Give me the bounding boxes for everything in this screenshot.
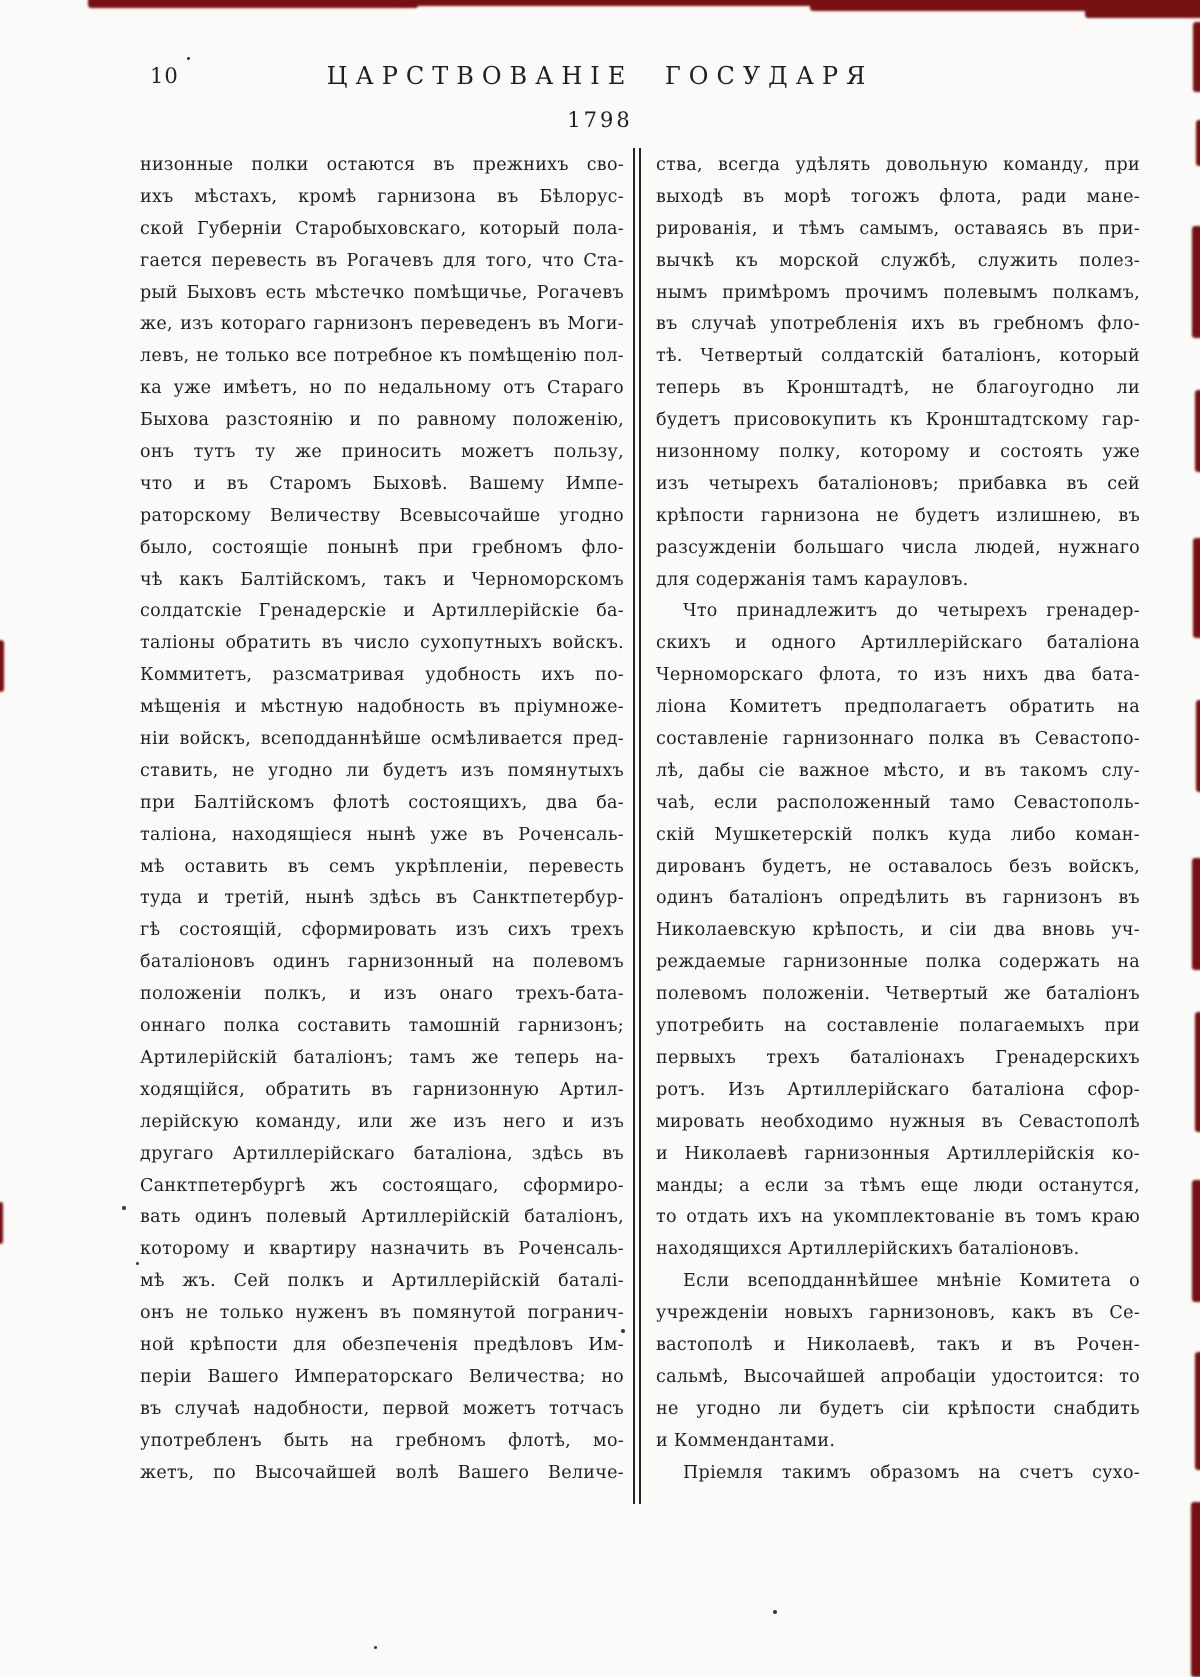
- text-line: раторскому Величеству Всевысочайше угодно: [140, 505, 624, 526]
- text-line: изъ четырехъ баталіоновъ; прибавка въ сей: [656, 473, 1140, 494]
- text-line: низонные полки остаются въ прежнихъ сво-: [140, 155, 624, 175]
- text-line: Николаевскую крѣпость, и сіи два вновь уч-: [656, 920, 1140, 941]
- text-line: ставить, не угодно ли будетъ изъ помянутыхъ: [140, 760, 624, 781]
- text-line: нымъ примѣромъ прочимъ полевымъ полкамъ,: [656, 282, 1140, 303]
- text-line: что и въ Старомъ Быховѣ. Вашему Импе-: [140, 473, 624, 494]
- text-line: скихъ и одного Артиллерійскаго баталіона: [656, 633, 1140, 654]
- text-line: манды; а если за тѣмъ еще люди останутся,: [656, 1175, 1140, 1196]
- scan-speck: [187, 57, 190, 60]
- scan-stain-right: [1191, 1502, 1200, 1677]
- text-line: будетъ присовокупить къ Кронштадтскому гар-: [656, 410, 1140, 431]
- text-line: полевомъ положеніи. Четвертый же баталіонъ: [656, 984, 1140, 1005]
- text-line: крѣпости гарнизона не будетъ излишнею, въ: [656, 505, 1140, 526]
- text-line: мѣ оставить въ семъ укрѣпленіи, перевесть: [140, 856, 624, 877]
- text-line: которому и квартиру назначить въ Роченсаль-: [140, 1239, 624, 1260]
- text-line: гѣ состоящій, сформировать изъ сихъ трехъ: [140, 920, 624, 941]
- text-line: туда и третій, нынѣ здѣсь въ Санктпетербур-: [140, 888, 624, 909]
- text-line: ка уже имѣетъ, но по недальному отъ Стараго: [140, 378, 624, 399]
- text-column-right: [656, 150, 1140, 1489]
- text-line: ихъ мѣстахъ, кромѣ гарнизона въ Бѣлорус-: [140, 186, 624, 207]
- page-number: 10: [150, 64, 179, 88]
- text-line: таліоны обратить въ число сухопутныхъ войскъ.: [140, 633, 624, 654]
- text-line: ротъ. Изъ Артиллерійскаго баталіона сфор-: [656, 1079, 1140, 1100]
- text-line: сальмѣ, Высочайшей апробаціи удостоится: то: [656, 1366, 1140, 1387]
- paragraph: [140, 150, 624, 1489]
- text-line: лерійскую команду, или же изъ него и изъ: [140, 1111, 624, 1132]
- paragraph: [656, 596, 1140, 1266]
- text-line: ніи войскъ, всеподданнѣйше осмѣливается пред-: [140, 729, 624, 750]
- text-line: Черноморскаго флота, то изъ нихъ два бата-: [656, 665, 1140, 686]
- text-line: мировать необходимо нужныя въ Севастополѣ: [656, 1111, 1140, 1132]
- scan-stain-right: [1195, 1012, 1200, 1132]
- year-heading: 1798: [567, 108, 633, 132]
- text-line: учрежденіи новыхъ гарнизоновъ, какъ въ Се-: [656, 1303, 1140, 1324]
- scan-stain-top: [400, 0, 830, 6]
- text-line: было, состоящіе понынѣ при гребномъ фло-: [140, 537, 624, 558]
- text-line: теперь въ Кронштадтѣ, не благоугодно ли: [656, 378, 1140, 399]
- text-line: дированъ будетъ, не оставалось безъ войскъ,: [656, 856, 1140, 877]
- text-line: солдатскіе Гренадерскіе и Артиллерійскіе ба-: [140, 601, 624, 622]
- text-line: баталіоновъ одинъ гарнизонный на полевомъ: [140, 952, 624, 973]
- paragraph: [656, 1458, 1140, 1490]
- text-line: вычкѣ къ морской службѣ, служить полез-: [656, 250, 1140, 271]
- text-line: жетъ, по Высочайшей волѣ Вашего Величе-: [140, 1462, 624, 1483]
- text-line: чаѣ, если расположенный тамо Севастополь-: [656, 792, 1140, 813]
- text-line: тѣ. Четвертый солдатскій баталіонъ, который: [656, 346, 1140, 367]
- scan-stain-left: [0, 640, 4, 692]
- text-line: Коммитетъ, разсматривая удобность ихъ по-: [140, 665, 624, 686]
- text-line: ства, всегда удѣлять довольную команду, при: [656, 155, 1140, 175]
- text-line: разсужденіи большаго числа людей, нужнаго: [656, 537, 1140, 558]
- text-line: чѣ какъ Балтійскомъ, такъ и Черноморскомъ: [140, 569, 624, 590]
- text-line: не угодно ли будетъ сіи крѣпости снабдить: [656, 1398, 1140, 1419]
- scan-stain-right: [1195, 390, 1200, 472]
- text-line: скій Мушкетерскій полкъ куда либо коман-: [656, 824, 1140, 845]
- text-line: одинъ баталіонъ опредѣлить въ гарнизонъ въ: [656, 888, 1140, 909]
- text-line: левъ, не только все потребное къ помѣщенію пол-: [140, 346, 624, 367]
- scan-stain-right: [1196, 120, 1200, 166]
- text-line: Что принадлежитъ до четырехъ гренадер-: [683, 601, 1140, 622]
- scan-stain-right: [1192, 226, 1200, 338]
- scan-stain-right: [1195, 1352, 1200, 1470]
- text-line: Артилерійскій баталіонъ; тамъ же теперь на-: [140, 1047, 624, 1068]
- text-line: выходѣ въ морѣ тогожъ флота, ради мане-: [656, 186, 1140, 207]
- scan-speck: [773, 1610, 777, 1614]
- text-line: и Коммендантами.: [656, 1430, 836, 1451]
- text-line: Санктпетербургѣ жъ состоящаго, сформиро-: [140, 1175, 624, 1196]
- paragraph: [656, 1266, 1140, 1457]
- scan-speck: [374, 1646, 377, 1649]
- text-line: онъ не только нуженъ въ помянутой погранич-: [140, 1303, 624, 1324]
- text-line: періи Вашего Императорскаго Величества; но: [140, 1366, 624, 1387]
- scan-stain-right: [1196, 700, 1200, 792]
- text-line: ходящійся, обратить въ гарнизонную Артил-: [140, 1079, 624, 1100]
- text-line: реждаемые гарнизонные полка содержать на: [656, 952, 1140, 973]
- text-line: мѣ жъ. Сей полкъ и Артиллерійскій баталі-: [140, 1271, 624, 1292]
- running-header: ЦАРСТВОВАНІЕ ГОСУДАРЯ: [326, 62, 874, 90]
- text-line: положеніи полкъ, и изъ онаго трехъ-бата-: [140, 984, 624, 1005]
- text-line: ной крѣпости для обезпеченія предѣловъ Им-: [140, 1334, 624, 1355]
- text-line: находящихся Артиллерійскихъ баталіоновъ.: [656, 1239, 1080, 1260]
- text-line: Пріемля такимъ образомъ на счетъ сухо-: [683, 1462, 1140, 1483]
- text-line: рый Быховъ есть мѣстечко помѣщичье, Рогачевъ: [140, 282, 624, 303]
- text-line: вать одинъ полевый Артиллерійскій баталіонъ,: [140, 1207, 624, 1228]
- text-line: употребить на составленіе полагаемыхъ при: [656, 1016, 1140, 1037]
- paragraph: [656, 150, 1140, 596]
- column-divider-rule: [633, 148, 641, 1504]
- scan-stain-right: [1192, 858, 1200, 970]
- text-line: ліона Комитетъ предполагаетъ обратить на: [656, 697, 1140, 718]
- text-line: лѣ, дабы сіе важное мѣсто, и въ такомъ слу-: [656, 760, 1140, 781]
- text-line: для содержанія тамъ карауловъ.: [656, 569, 969, 590]
- text-line: Быхова разстоянію и по равному положенію,: [140, 410, 624, 431]
- text-line: и Николаевѣ гарнизонныя Артиллерійскія ко-: [656, 1143, 1140, 1164]
- text-line: ской Губерніи Старобыховскаго, который пола-: [140, 218, 624, 239]
- scan-stain-top: [1085, 0, 1200, 18]
- text-line: же, изъ котораго гарнизонъ переведенъ въ Моги-: [140, 314, 624, 335]
- scan-stain-left: [0, 1202, 3, 1244]
- text-line: Если всеподданнѣйшее мнѣніе Комитета о: [683, 1271, 1140, 1292]
- text-line: въ случаѣ надобности, первой можетъ тотчасъ: [140, 1398, 624, 1419]
- scan-stain-right: [1193, 538, 1200, 638]
- scan-speck: [122, 1206, 126, 1210]
- text-line: въ случаѣ употребленія ихъ въ гребномъ фло-: [656, 314, 1140, 335]
- text-line: низонному полку, которому и состоять уже: [656, 442, 1140, 463]
- text-line: вастополѣ и Николаевѣ, такъ и въ Рочен-: [656, 1334, 1140, 1355]
- text-line: употребленъ быть на гребномъ флотѣ, мо-: [140, 1430, 624, 1451]
- scan-speck: [136, 1262, 139, 1265]
- text-line: мѣщенія и мѣстную надобность въ пріумноже-: [140, 697, 624, 718]
- scan-stain-top: [88, 0, 418, 8]
- text-line: гается перевесть въ Рогачевъ для того, что Ста-: [140, 250, 624, 271]
- text-line: при Балтійскомъ флотѣ состоящихъ, два ба-: [140, 792, 624, 813]
- text-column-left: [140, 150, 624, 1489]
- scan-stain-right: [1193, 22, 1200, 92]
- scan-stain-right: [1192, 1180, 1200, 1302]
- text-line: то отдать ихъ на укомплектованіе въ томъ краю: [656, 1207, 1140, 1228]
- text-line: таліона, находящіеся нынѣ уже въ Роченсаль-: [140, 824, 624, 845]
- text-line: рированія, и тѣмъ самымъ, оставаясь въ при-: [656, 218, 1140, 239]
- text-line: первыхъ трехъ баталіонахъ Гренадерскихъ: [656, 1047, 1140, 1068]
- text-line: другаго Артиллерійскаго баталіона, здѣсь въ: [140, 1143, 624, 1164]
- text-line: онъ тутъ ту же приносить можетъ пользу,: [140, 442, 624, 463]
- text-line: оннаго полка составить тамошній гарнизонъ;: [140, 1016, 624, 1037]
- scan-stain-top: [810, 0, 1110, 11]
- text-line: составленіе гарнизоннаго полка въ Севастопо-: [656, 729, 1140, 750]
